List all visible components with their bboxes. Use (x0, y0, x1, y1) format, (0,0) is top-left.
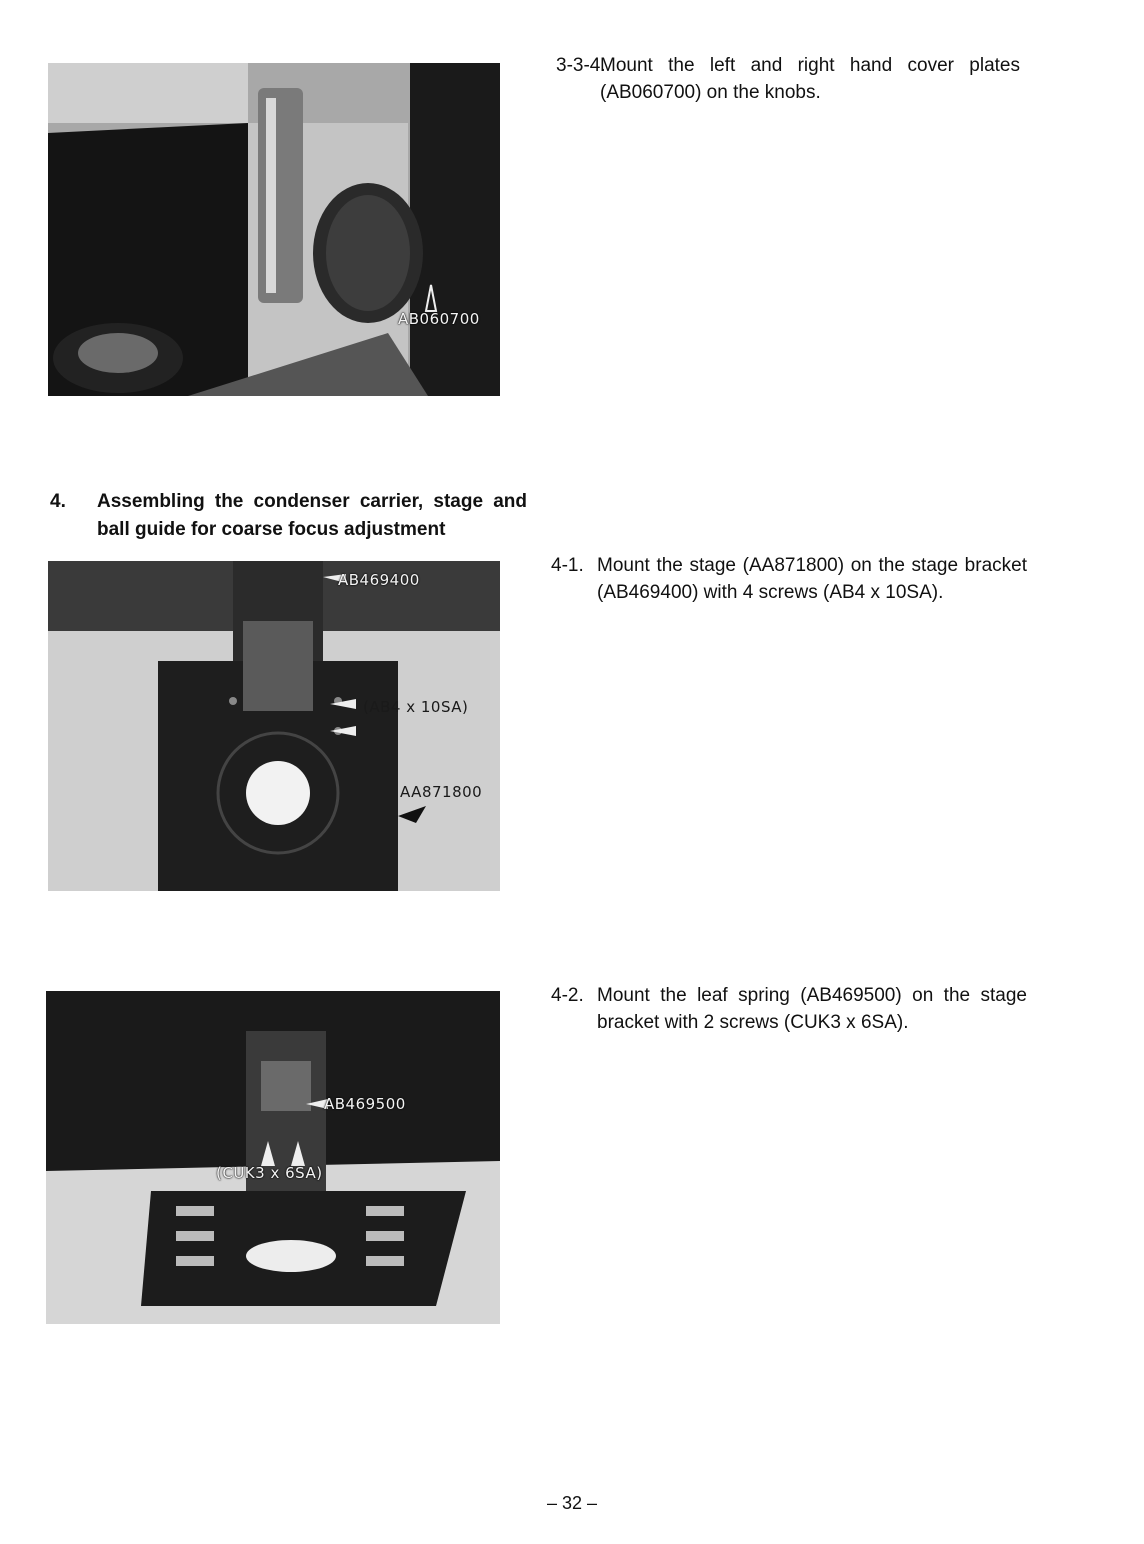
photo-stage-bracket (48, 561, 500, 891)
callout-ab469500: AB469500 (324, 1095, 406, 1113)
callout-cuk3-6sa: (CUK3 x 6SA) (216, 1164, 323, 1182)
callout-ab060700: AB060700 (398, 310, 480, 328)
photo-leaf-spring-drawing (46, 991, 500, 1324)
step-text: Mount the left and right hand cover plates (AB060700) on the knobs. (600, 55, 1020, 103)
photo-leaf-spring (46, 991, 500, 1324)
callout-ab469400: AB469400 (338, 571, 420, 589)
step-number: 4-2. (551, 985, 584, 1006)
step-number: 4-1. (551, 555, 584, 576)
section-number: 4. (50, 491, 66, 512)
callout-aa871800: AA871800 (400, 783, 483, 801)
step-text: Mount the stage (AA871800) on the stage bracket (AB469400) with 4 screws (AB4 x 10SA). (597, 555, 1027, 603)
photo-stage-bracket-drawing (48, 561, 500, 891)
step-number: 3-3-4. (556, 55, 606, 76)
photo-cover-plates-drawing (48, 63, 500, 396)
photo-cover-plates (48, 63, 500, 396)
page-number: – 32 – (546, 1493, 598, 1513)
callout-ab4-10sa: (AB4 x 10SA) (363, 698, 469, 716)
step-text: Mount the leaf spring (AB469500) on the stage bracket with 2 screws (CUK3 x 6SA). (597, 985, 1027, 1033)
section-title: Assembling the condenser carrier, stage and ball guide for coarse focus adjustment (97, 491, 527, 540)
